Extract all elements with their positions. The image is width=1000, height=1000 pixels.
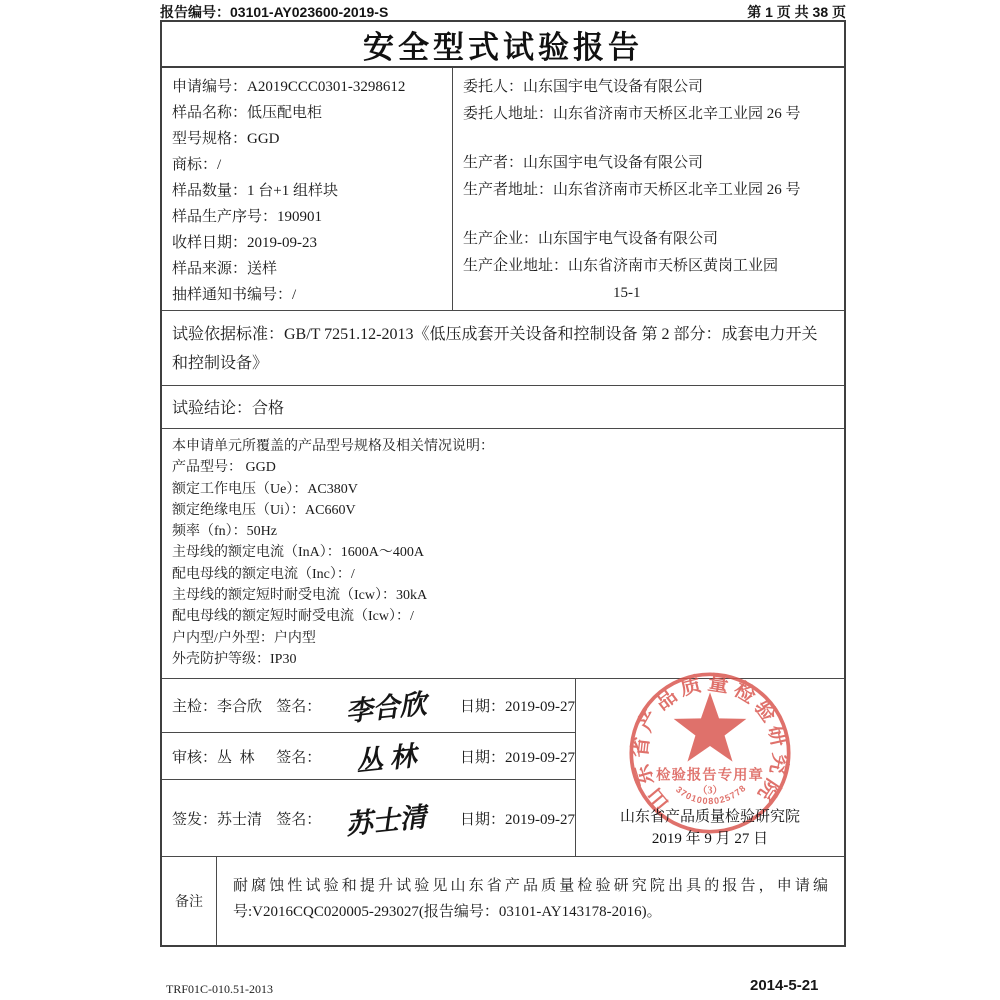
seal-sub-label: （3）: [697, 785, 723, 797]
signature-role: 签发：苏士清: [172, 812, 263, 828]
template-date: 2014-5-21: [750, 977, 819, 994]
signature-date: 日期：2019-09-27: [460, 812, 575, 828]
signature-role: 审核：丛 林: [172, 749, 255, 766]
report-document: [160, 20, 846, 947]
sample-info-section: [162, 68, 844, 310]
handwritten-signature: 苏士清: [343, 801, 428, 841]
sample-info-cell: [162, 68, 452, 310]
coverage-busbar-withstand: 主母线的额定短时耐受电流（Icw）：30kA: [172, 588, 428, 604]
handwritten-signature: 李合欣: [343, 688, 428, 728]
info-line-model-spec: 型号规格：GGD: [172, 131, 280, 147]
signature-date: 日期：2019-09-27: [460, 749, 575, 766]
seal-star-icon: [674, 692, 747, 761]
coverage-busbar-current: 主母线的额定电流（InA）：1600A～400A: [172, 545, 424, 561]
remark-section: [162, 856, 844, 945]
coverage-indoor-outdoor: 户内型/户外型：户内型: [172, 630, 316, 646]
coverage-ip-rating: 外壳防护等级：IP30: [172, 651, 297, 667]
signature-row-chief-inspector: [162, 679, 575, 732]
title-box: [160, 20, 846, 68]
standard-basis-cell: [162, 310, 844, 385]
info-line-application-no: 申请编号：A2019CCC0301-3298612: [172, 79, 406, 95]
remark-text: 耐腐蚀性试验和提升试验见山东省产品质量检验研究院出具的报告，申请编号:V2016CQC020005-293027(报告编号：03101-AY143178-2016)。: [233, 878, 828, 920]
coverage-dist-busbar-current: 配电母线的额定电流（Inc）：/: [172, 566, 355, 582]
info-line-receive-date: 收样日期：2019-09-23: [172, 235, 317, 251]
info-line-manufacturer: 生产企业：山东国宇电气设备有限公司: [463, 231, 719, 247]
remark-label: 备注: [162, 857, 217, 945]
info-line-sample-source: 样品来源：送样: [172, 261, 278, 277]
producer-group: [463, 150, 836, 204]
info-line-producer-address: 生产者地址：山东省济南市天桥区北辛工业园 26 号: [463, 182, 801, 198]
manufacturer-group: [463, 226, 836, 307]
coverage-dist-busbar-withstand: 配电母线的额定短时耐受电流（Icw）：/: [172, 609, 414, 625]
issuer-date: 2019 年 9 月 27 日: [651, 831, 769, 847]
issuer-block: [576, 806, 844, 850]
handwritten-signature: 丛 林: [353, 740, 418, 777]
template-code: TRF01C-010.51-2013: [166, 982, 274, 996]
coverage-rated-voltage: 额定工作电压（Ue）：AC380V: [172, 481, 358, 497]
signature-date: 日期：2019-09-27: [460, 699, 575, 715]
signature-role: 主检：李合欣: [172, 699, 263, 715]
info-line-sampling-notice: 抽样通知书编号：/: [172, 287, 297, 303]
info-line-client: 委托人：山东国宇电气设备有限公司: [463, 79, 704, 95]
info-line-manufacturer-address: 生产企业地址：山东省济南市天桥区黄岗工业园: [463, 258, 779, 274]
signature-label: 签名：: [276, 812, 322, 828]
report-table: [160, 68, 846, 947]
standard-basis-text: 试验依据标准：GB/T 7251.12-2013《低压成套开关设备和控制设备 第 2 部分：成套电力开关和控制设备》: [172, 326, 818, 372]
seal-center-label: 检验报告专用章: [656, 767, 764, 784]
info-line-manufacturer-address-2: 15-1: [613, 285, 641, 301]
coverage-cell: [162, 428, 844, 678]
stamp-cell: [575, 672, 844, 856]
signature-row-issuer: [162, 779, 575, 857]
seal-serial-number: 3701008025778: [673, 782, 749, 807]
info-line-serial-no: 样品生产序号：190901: [172, 209, 323, 225]
conclusion-text: 试验结论：合格: [172, 400, 285, 417]
coverage-heading: 本申请单元所覆盖的产品型号规格及相关情况说明：: [172, 439, 494, 454]
page-header: [160, 2, 846, 22]
page-indicator: 第 1 页 共 38 页: [747, 4, 846, 20]
coverage-frequency: 频率（fn）：50Hz: [172, 524, 277, 540]
client-group: [463, 74, 836, 128]
info-line-sample-qty: 样品数量：1 台+1 组样块: [172, 183, 338, 199]
issuer-org: 山东省产品质量检验研究院: [619, 809, 800, 825]
signature-label: 签名：: [276, 749, 322, 766]
info-line-trademark: 商标：/: [172, 157, 222, 173]
seal-ring-text: 山东省产品质量检验研究院: [629, 672, 791, 814]
report-title: 安全型式试验报告: [363, 29, 643, 65]
signature-row-reviewer: [162, 732, 575, 779]
coverage-product-model: 产品型号： GGD: [172, 460, 276, 476]
client-info-cell: [452, 68, 844, 310]
info-line-sample-name: 样品名称：低压配电柜: [172, 105, 323, 121]
signature-label: 签名：: [276, 699, 322, 715]
conclusion-cell: [162, 385, 844, 428]
report-number: 报告编号：03101-AY023600-2019-S: [160, 4, 389, 20]
signature-rows: [162, 679, 575, 856]
coverage-insulation-voltage: 额定绝缘电压（Ui）：AC660V: [172, 502, 356, 518]
info-line-producer: 生产者：山东国宇电气设备有限公司: [463, 155, 704, 171]
info-line-client-address: 委托人地址：山东省济南市天桥区北辛工业园 26 号: [463, 106, 801, 122]
signature-section: [162, 672, 844, 856]
